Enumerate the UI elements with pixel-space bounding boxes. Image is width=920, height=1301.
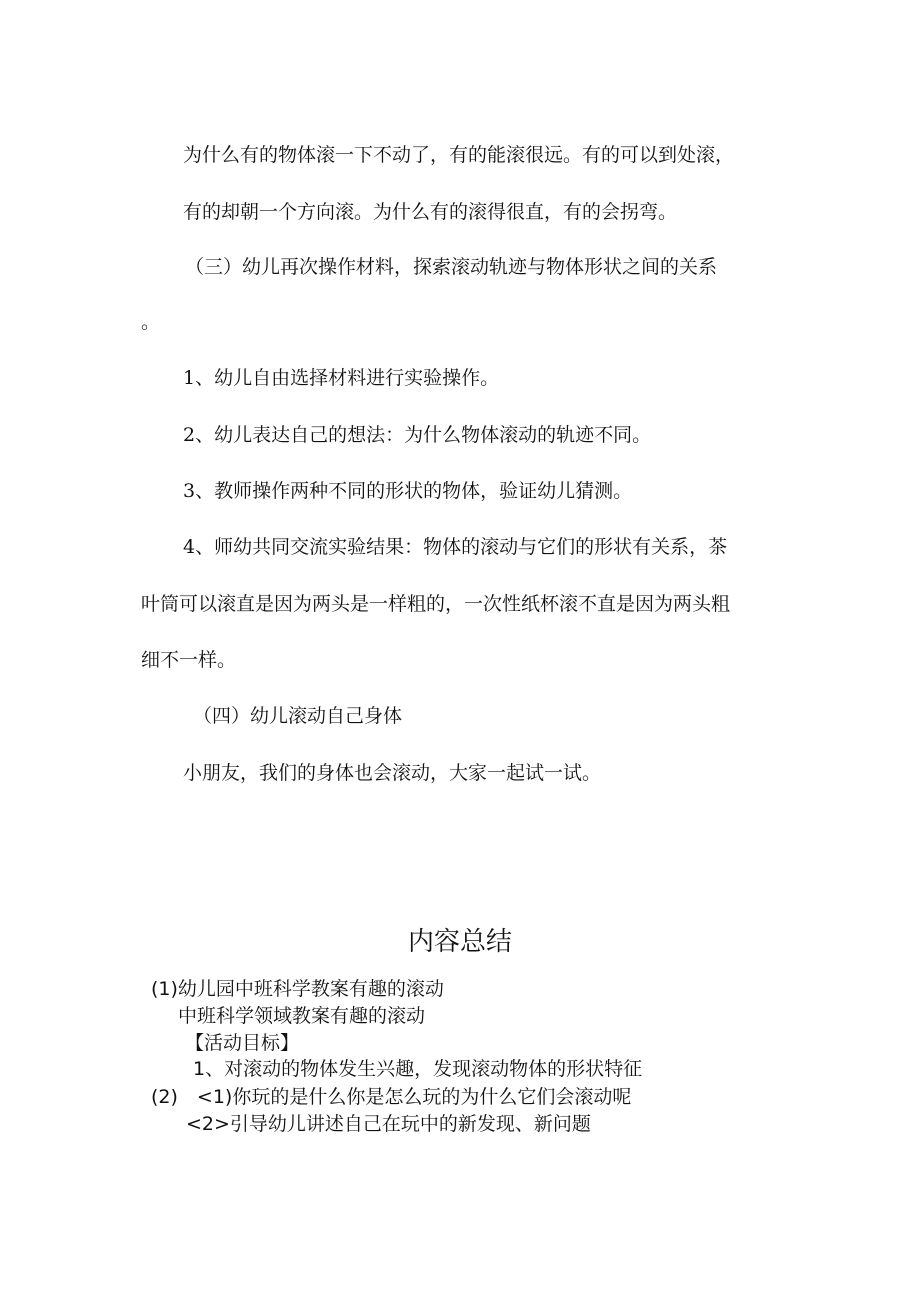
paragraph-line: 小朋友，我们的身体也会滚动，大家一起试一试。 [183, 762, 602, 784]
list-item: 4、师幼共同交流实验结果：物体的滚动与它们的形状有关系，茶 [183, 536, 728, 558]
paragraph-line: 。 [141, 311, 161, 333]
paragraph-line: 叶筒可以滚直是因为两头是一样粗的，一次性纸杯滚不直是因为两头粗 [141, 593, 731, 615]
paragraph-line: 为什么有的物体滚一下不动了，有的能滚很远。有的可以到处滚， [183, 144, 735, 166]
summary-line: (2) <1)你玩的是什么你是怎么玩的为什么它们会滚动呢 [151, 1086, 632, 1108]
summary-title: 内容总结 [407, 927, 512, 957]
section-heading: （四）幼儿滚动自己身体 [193, 705, 403, 727]
summary-line: 【活动目标】 [185, 1032, 300, 1054]
list-item: 3、教师操作两种不同的形状的物体，验证幼儿猜测。 [183, 480, 633, 502]
list-item: 2、幼儿表达自己的想法：为什么物体滚动的轨迹不同。 [183, 424, 652, 446]
summary-line: 中班科学领域教案有趣的滚动 [178, 1005, 426, 1027]
paragraph-line: 有的却朝一个方向滚。为什么有的滚得很直，有的会拐弯。 [183, 201, 678, 223]
summary-line: <2>引导幼儿讲述自己在玩中的新发现、新问题 [186, 1113, 591, 1135]
paragraph-line: 细不一样。 [141, 649, 237, 671]
section-heading: （三）幼儿再次操作材料，探索滚动轨迹与物体形状之间的关系 [185, 256, 718, 278]
summary-line: (1)幼儿园中班科学教案有趣的滚动 [151, 978, 444, 1000]
summary-line: 1、对滚动的物体发生兴趣，发现滚动物体的形状特征 [193, 1058, 643, 1080]
list-item: 1、幼儿自由选择材料进行实验操作。 [183, 367, 500, 389]
